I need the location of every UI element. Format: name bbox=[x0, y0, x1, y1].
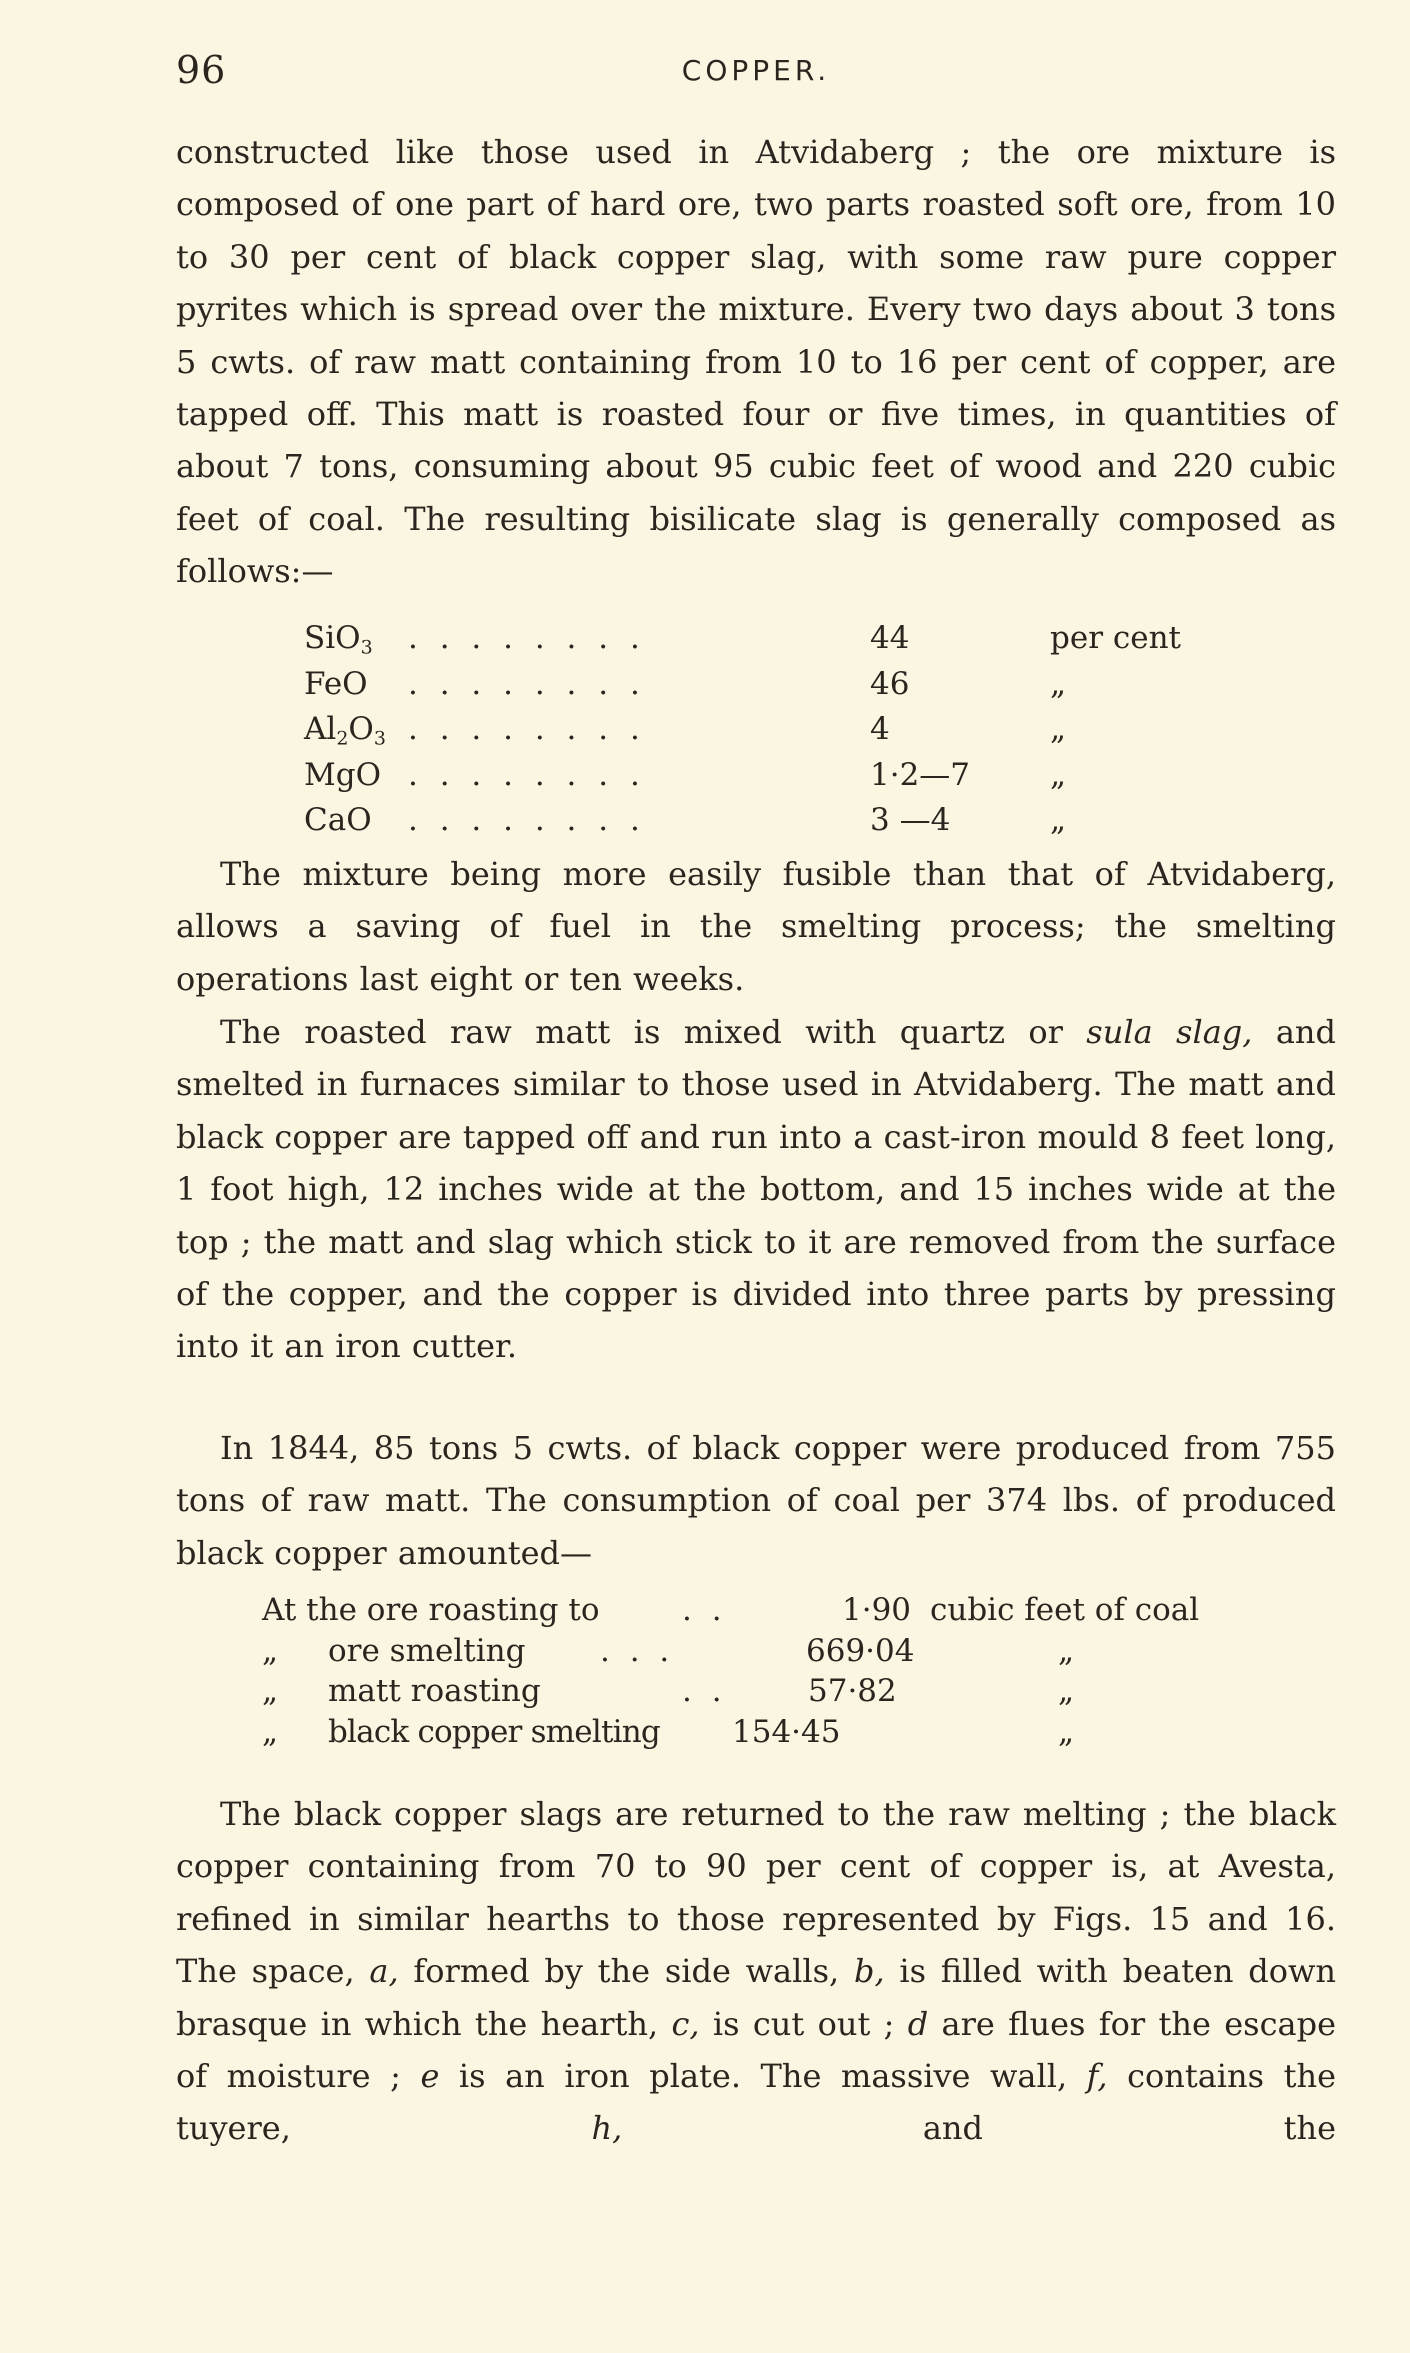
coal-value: 1·90 bbox=[842, 1592, 912, 1628]
paragraph-text: The roasted raw matt is mixed with quartz or sula slag, and smelted in furnaces similar to those used in Atvidaberg. The matt and black copper are tapped off and run into a cast-iron mould 8 feet long, 1 foot high, 12 inches wide at the bottom, and 15 inches wide at the top ; the matt and slag which stick to it are removed from the surface of the copper, and the copper is divided into three parts by pressing into it an iron cutter. bbox=[176, 1013, 1337, 1366]
slag-formula: FeO bbox=[304, 665, 368, 702]
table-row bbox=[304, 753, 1224, 799]
slag-value: 3 —4 bbox=[870, 802, 951, 838]
paragraph-text: In 1844, 85 tons 5 cwts. of black copper were produced from 755 tons of raw matt. The consumption of coal per 374 lbs. of produced black copper amounted— bbox=[176, 1429, 1336, 1572]
ditto-mark: „ bbox=[262, 1632, 279, 1669]
table-row bbox=[262, 1631, 1262, 1672]
paragraph-fusibility bbox=[176, 848, 1336, 1005]
slag-value: 46 bbox=[870, 665, 910, 702]
paragraph-production-1844 bbox=[176, 1422, 1336, 1579]
leader-dots: . . bbox=[682, 1592, 727, 1628]
slag-value: 1·2—7 bbox=[870, 756, 971, 793]
coal-unit: cubic feet of coal bbox=[930, 1592, 1200, 1628]
slag-value: 4 bbox=[870, 711, 890, 747]
table-row bbox=[262, 1712, 1262, 1753]
coal-stage-label: At the ore roasting to bbox=[262, 1592, 600, 1628]
slag-unit: per cent bbox=[1050, 620, 1181, 656]
leader-dots: . . . . . . . . bbox=[408, 711, 646, 747]
paragraph-text: The black copper slags are returned to the raw melting ; the black copper containing from 70 to 90 per cent of copper is, at Avesta, refined in similar hearths to those represented by Figs. 15 and 16. The space, a, formed by the side walls, b, is filled with beaten down brasque in which the hearth, c, is cut out ; d are flues for the escape of moisture ; e is an iron plate. The massive wall, f, contains the tuyere, h, and the bbox=[176, 1795, 1337, 2148]
slag-formula: SiO$_3$ bbox=[304, 620, 373, 659]
leader-dots: . . . bbox=[600, 1632, 675, 1669]
table-row bbox=[304, 707, 1224, 753]
leader-dots: . . bbox=[682, 1673, 727, 1709]
slag-formula: $Al_2O_3$ bbox=[304, 711, 386, 750]
paragraph-roasted-matt bbox=[176, 1006, 1336, 1373]
table-row bbox=[304, 616, 1224, 662]
coal-value: 669·04 bbox=[806, 1632, 915, 1669]
slag-composition-table bbox=[304, 616, 1224, 844]
leader-dots: . . . . . . . . bbox=[408, 665, 646, 702]
coal-unit: „ bbox=[1058, 1673, 1075, 1709]
slag-unit: „ bbox=[1050, 665, 1067, 702]
coal-stage-label: black copper smelting bbox=[328, 1713, 660, 1750]
ditto-mark: „ bbox=[262, 1673, 279, 1709]
coal-value: 154·45 bbox=[732, 1713, 841, 1750]
slag-unit: „ bbox=[1050, 802, 1067, 838]
table-row bbox=[304, 798, 1224, 844]
slag-unit: „ bbox=[1050, 711, 1067, 747]
leader-dots: . . . . . . . . bbox=[408, 620, 646, 656]
ditto-mark: „ bbox=[262, 1713, 279, 1750]
coal-consumption-table bbox=[262, 1590, 1262, 1752]
slag-formula: MgO bbox=[304, 756, 382, 793]
page-number: 96 bbox=[176, 48, 227, 92]
italic-term: sula slag, bbox=[1086, 1013, 1253, 1051]
slag-unit: „ bbox=[1050, 756, 1067, 793]
page-header bbox=[176, 48, 1336, 108]
slag-formula: CaO bbox=[304, 802, 372, 838]
table-row bbox=[262, 1671, 1262, 1712]
coal-value: 57·82 bbox=[808, 1673, 897, 1709]
coal-stage-label: matt roasting bbox=[328, 1673, 541, 1709]
slag-value: 44 bbox=[870, 620, 910, 656]
paragraph-ore-mixture bbox=[176, 126, 1336, 598]
leader-dots: . . . . . . . . bbox=[408, 756, 646, 793]
paragraph-refining bbox=[176, 1788, 1336, 2155]
coal-unit: „ bbox=[1058, 1713, 1075, 1750]
leader-dots: . . . . . . . . bbox=[408, 802, 646, 838]
coal-stage-label: ore smelting bbox=[328, 1632, 526, 1669]
table-row bbox=[304, 662, 1224, 708]
table-row bbox=[262, 1590, 1262, 1631]
coal-unit: „ bbox=[1058, 1632, 1075, 1669]
paragraph-text: The mixture being more easily fusible than that of Atvidaberg, allows a saving of fuel in the smelting process; the smelting operations last eight or ten weeks. bbox=[176, 855, 1336, 998]
running-title: COPPER. bbox=[681, 54, 831, 87]
paragraph-text: constructed like those used in Atvidaberg ; the ore mixture is composed of one part of hard ore, two parts roasted soft ore, from 10 to 30 per cent of black copper slag, with some raw pure copper pyrites which is spread over the mixture. Every two days about 3 tons 5 cwts. of raw matt containing from 10 to 16 per cent of copper, are tapped off. This matt is roasted four or five times, in quantities of about 7 tons, consuming about 95 cubic feet of wood and 220 cubic feet of coal. The resulting bisilicate slag is generally composed as follows:— bbox=[176, 133, 1336, 591]
